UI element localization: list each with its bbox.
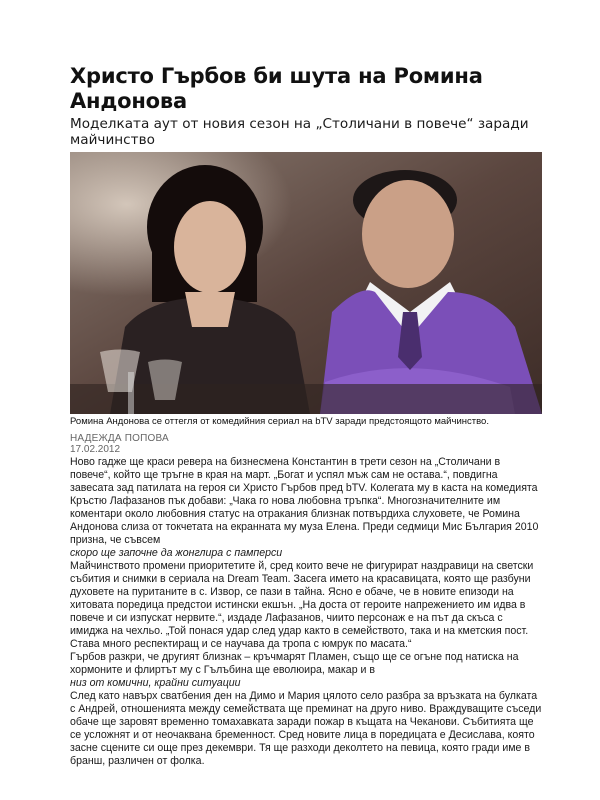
article-title: Христо Гърбов би шута на Ромина Андонова [70,64,483,113]
subheading: скоро ще започне да жонглира с памперси [70,547,283,559]
paragraph: След като навърх сватбения ден на Димо и Мария цялото село разбра за връзката на булката с Андрей, отношенията между семействата ще преминат на друго ниво. Враждуващите съседи обаче ще заровят временно томахавката заради пожар в къщата на Чеканови. Събитията ще се усложнят и от неочаквана бременност. Сред новите лица в поредицата е Десислава, която засне сцените си още през декември. Тя ще разходи деколтето на певица, която гради име в бранш, различен от фолка. [70,690,542,767]
article-photo [70,152,542,414]
paragraph: Майчинството промени приоритетите й, сред които вече не фигурират наздравици на светски събития и снимки в сериала на Dream Team. Засега името на красавицата, която ще разбуни духовете на пуританите в с. Извор, се пази в тайна. Ясно е обаче, че в новите епизоди на хитовата поредица предстои истински екшън. „На доста от героите напрежението им идва в повече и си изпускат нервите.“, издаде Лафазанов, чиито персонаж е на път да скъса с имиджа на чехльо. „Той понася удар след удар както в семейството, така и на кметския пост. Става много респектиращ и се научава да тропа с юмрук по масата.“ [70,560,534,650]
paragraph: Гърбов разкри, че другият близнак – кръчмарят Пламен, също ще се огъне под натиска на хормоните и флиртът му с Гълъбина ще еволюира, макар и в [70,651,519,676]
paragraph: Ново гадже ще краси ревера на бизнесмена Константин в трети сезон на „Столичани в повече“, който ще тръгне в края на март. „Богат и успял мъж сам не остава.“, повдигна завесата зад патилата на героя си Христо Гърбов пред bTV. Колегата му в каста на комедията Кръстю Лафазанов пък добави: „Чака го нова любовна тръпка“. Многозначителните им коментари около любовния статус на отракания близнак потвърдиха слуховете, че Ромина Андонова слиза от токчетата на екранната му муза Елена. Преди седмици Мис България 2010 призна, че съвсем [70,456,539,546]
photo-illustration [70,152,542,414]
photo-caption: Ромина Андонова се оттегля от комедийния сериал на bTV заради предстоящото майчинство. [70,416,489,427]
subheading: низ от комични, крайни ситуации [70,677,241,689]
article [70,64,542,768]
publish-date: 17.02.2012 [70,444,121,455]
article-subtitle: Моделката аут от новия сезон на „Столичани в повече“ заради майчинство [70,116,529,148]
author: НАДЕЖДА ПОПОВА [70,433,169,444]
article-body [70,456,542,768]
